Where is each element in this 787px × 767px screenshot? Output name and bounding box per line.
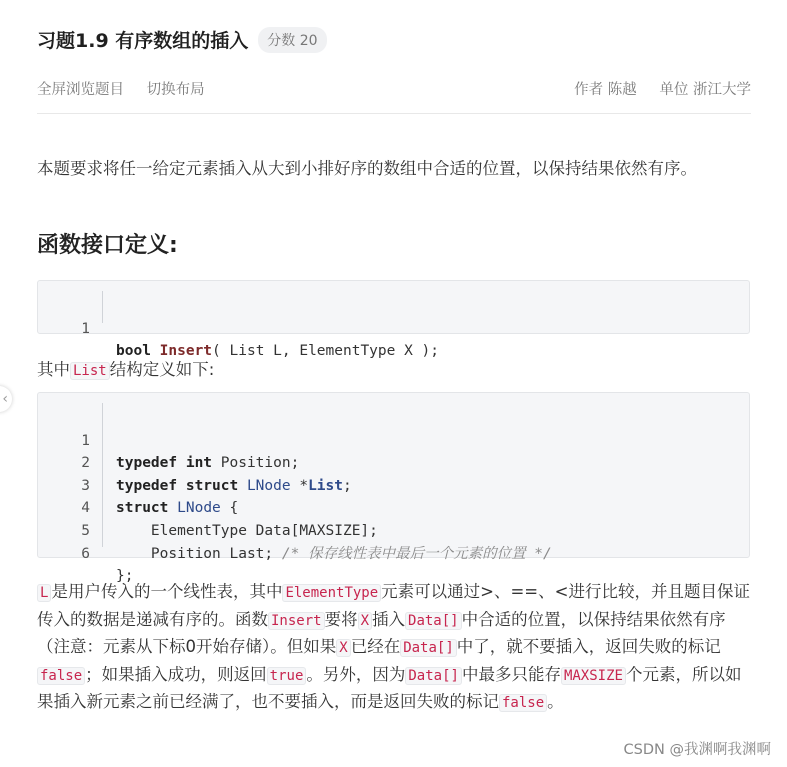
inline-code: Data[]	[405, 667, 462, 685]
inline-code: L	[37, 584, 51, 602]
code-line: 5 Position Last; /* 保存线性表中最后一个元素的位置 */	[81, 522, 552, 562]
intro-paragraph: 本题要求将任一给定元素插入从大到小排好序的数组中合适的位置，以保持结果依然有序。	[37, 159, 697, 178]
code-keyword: bool	[116, 343, 151, 360]
inline-code: Data[]	[405, 612, 462, 630]
inline-code: X	[358, 612, 372, 630]
list-intro-paragraph: 其中 List 结构定义如下:	[37, 360, 215, 379]
code-function-name: Insert	[159, 343, 213, 360]
inline-code-list: List	[70, 362, 110, 380]
code-comment: /* 保存线性表中最后一个元素的位置 */	[281, 545, 552, 562]
code-line: 3 struct LNode {	[81, 477, 239, 517]
line-number: 1	[81, 320, 90, 337]
author-label: 作者 陈越	[574, 82, 637, 98]
header-divider	[37, 113, 751, 114]
inline-code: Insert	[268, 612, 325, 630]
problem-header	[37, 26, 327, 53]
inline-code: ElementType	[282, 584, 381, 602]
inline-code: false	[37, 667, 85, 685]
interface-code-block	[37, 280, 750, 360]
fullscreen-button[interactable]: 全屏浏览题目	[37, 82, 124, 98]
inline-code: Data[]	[400, 639, 457, 657]
code-line: 4 ElementType Data[MAXSIZE];	[81, 500, 378, 539]
meta-bar	[37, 78, 751, 100]
watermark: CSDN @我渊啊我渊啊	[623, 742, 771, 758]
code-text: ( List L, ElementType X );	[212, 343, 440, 360]
problem-title: 习题1.9 有序数组的插入	[37, 30, 249, 52]
code-line: 1 typedef int Position;	[81, 432, 300, 472]
description-paragraph: L 是用户传入的一个线性表，其中 ElementType 元素可以通过>、==、<进行比较，并且题目保证传入的数据是递减有序的。函数 Insert 要将 X 插入 Data[] 中合适的位置，以保持结果依然有序（注意：元素从下标0开始存储）。但如果 X 已经在 Data[] 中了，就不要插入，返回失败的标记false ；如果插入成功，则返回 true 。另外，因为 Data[] 中最多只能存 MAXSIZE 个元素，所以如果插入新元素之前已经满了，也不要插入，而是返回失败的标记 false 。	[37, 582, 750, 711]
inline-code: true	[267, 667, 307, 685]
inline-code: X	[336, 639, 350, 657]
switch-layout-button[interactable]: 切换布局	[146, 82, 205, 98]
inline-code: MAXSIZE	[561, 667, 626, 685]
unit-label: 单位 浙江大学	[659, 82, 751, 98]
struct-code-block	[37, 392, 750, 585]
code-line: 2 typedef struct LNode *List;	[81, 455, 352, 494]
code-line: 6 };	[81, 545, 134, 585]
score-badge: 分数 20	[258, 27, 326, 53]
inline-code: false	[499, 694, 547, 712]
chevron-left-icon[interactable]: ‹	[0, 386, 12, 412]
section-heading: 函数接口定义:	[37, 233, 178, 258]
